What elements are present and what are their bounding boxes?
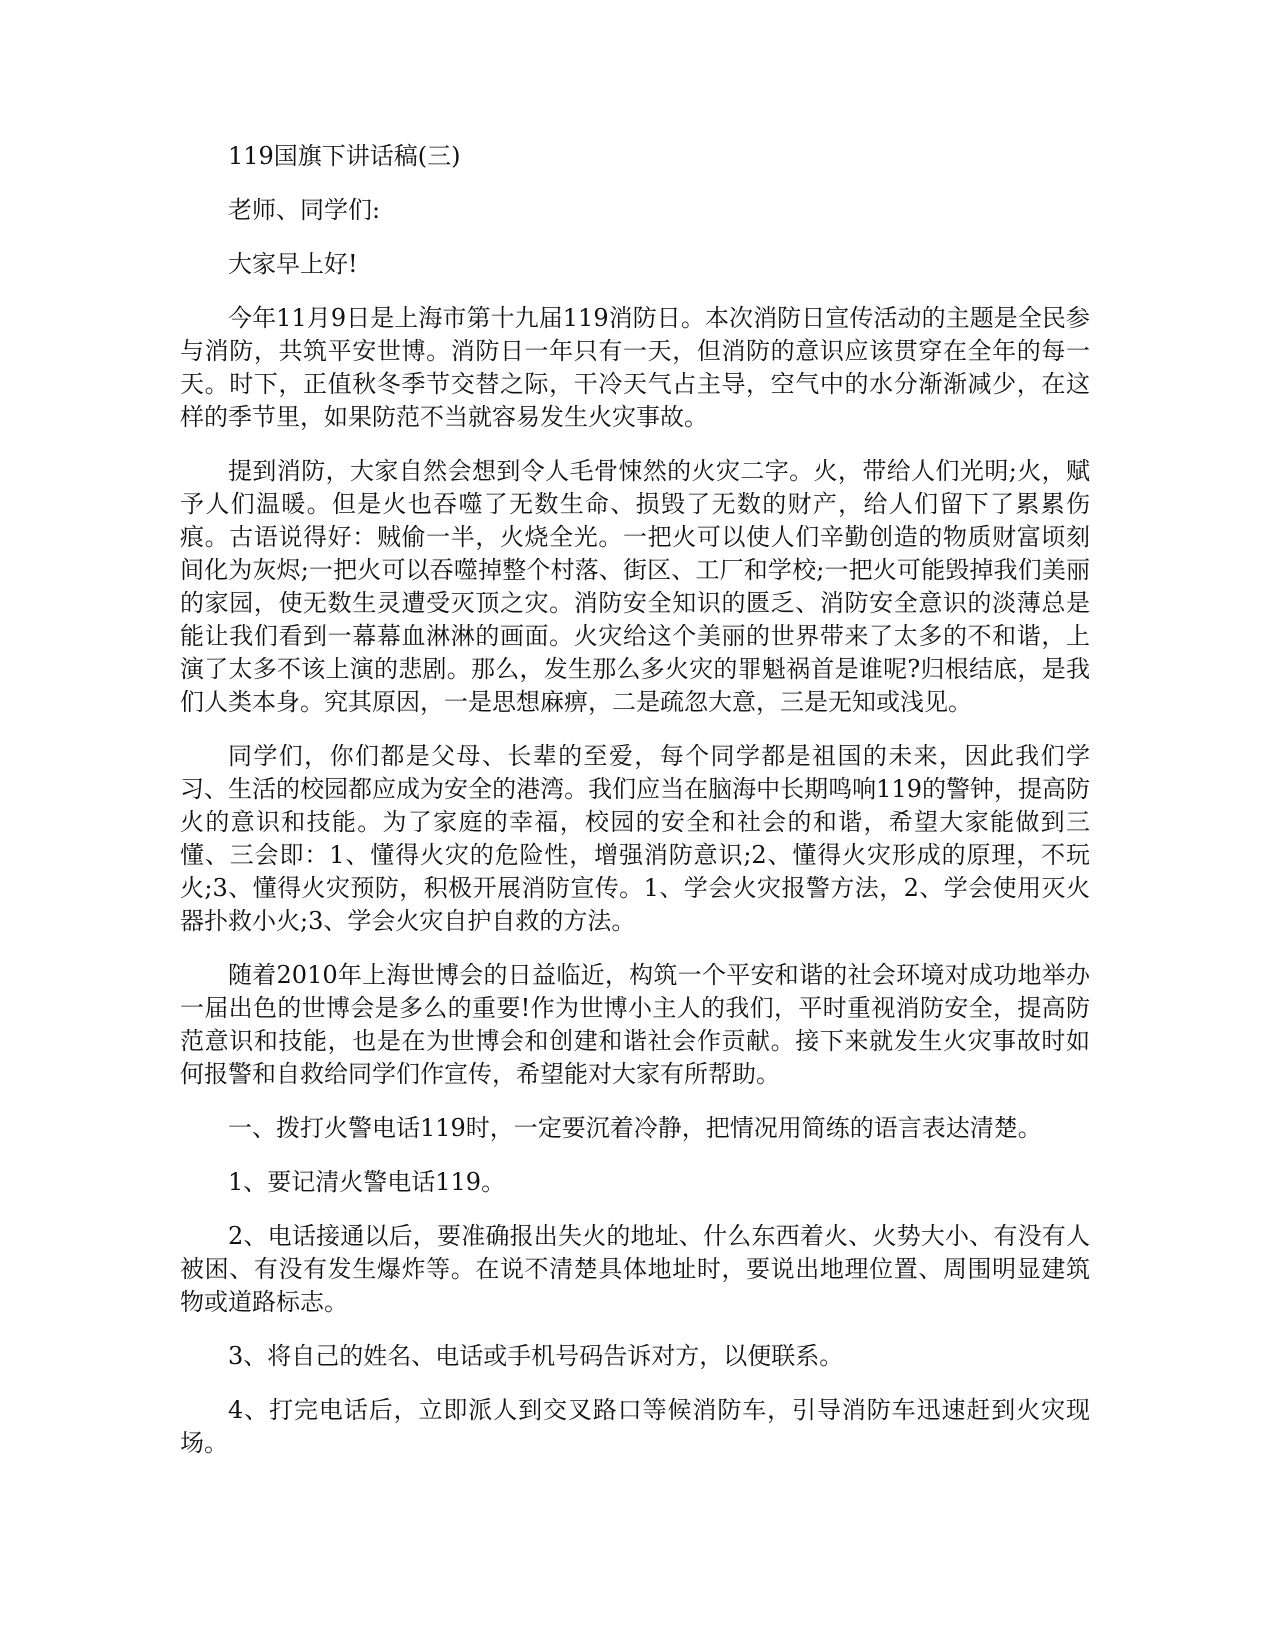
paragraph-fire-day-theme: 今年11月9日是上海市第十九届119消防日。本次消防日宣传活动的主题是全民参与消防，共筑平安世博。消防日一年只有一天，但消防的意识应该贯穿在全年的每一天。时下，正值秋冬季节交替之际，干冷天气占主导，空气中的水分渐渐减少，在这样的季节里，如果防范不当就容易发生火灾事故。 — [180, 304, 1090, 431]
document-page — [180, 140, 1090, 1481]
list-item-4: 4、打完电话后，立即派人到交叉路口等候消防车，引导消防车迅速赶到火灾现场。 — [180, 1396, 1090, 1457]
paragraph-fire-dangers: 提到消防，大家自然会想到令人毛骨悚然的火灾二字。火，带给人们光明;火，赋予人们温暖。但是火也吞噬了无数生命、损毁了无数的财产，给人们留下了累累伤痕。古语说得好：贼偷一半，火烧全光。一把火可以使人们辛勤创造的物质财富顷刻间化为灰烬;一把火可以吞噬掉整个村落、街区、工厂和学校;一把火可能毁掉我们美丽的家园，使无数生灵遭受灭顶之灾。消防安全知识的匮乏、消防安全意识的淡薄总是能让我们看到一幕幕血淋淋的画面。火灾给这个美丽的世界带来了太多的不和谐，上演了太多不该上演的悲剧。那么，发生那么多火灾的罪魁祸首是谁呢?归根结底，是我们人类本身。究其原因，一是思想麻痹，二是疏忽大意，三是无知或浅见。 — [180, 457, 1090, 716]
paragraph-expo-safety: 随着2010年上海世博会的日益临近，构筑一个平安和谐的社会环境对成功地举办一届出色的世博会是多么的重要!作为世博小主人的我们，平时重视消防安全，提高防范意识和技能，也是在为世博会和创建和谐社会作贡献。接下来就发生火灾事故时如何报警和自救给同学们作宣传，希望能对大家有所帮助。 — [180, 961, 1090, 1088]
list-item-3: 3、将自己的姓名、电话或手机号码告诉对方，以便联系。 — [228, 1342, 844, 1370]
section-heading-fire-call: 一、拨打火警电话119时，一定要沉着冷静，把情况用简练的语言表达清楚。 — [228, 1114, 1042, 1142]
list-item-1: 1、要记清火警电话119。 — [228, 1168, 506, 1196]
paragraph-student-safety: 同学们，你们都是父母、长辈的至爱，每个同学都是祖国的未来，因此我们学习、生活的校园都应成为安全的港湾。我们应当在脑海中长期鸣响119的警钟，提高防火的意识和技能。为了家庭的幸福，校园的安全和社会的和谐，希望大家能做到三懂、三会即：1、懂得火灾的危险性，增强消防意识;2、懂得火灾形成的原理，不玩火;3、懂得火灾预防，积极开展消防宣传。1、学会火灾报警方法，2、学会使用灭火器扑救小火;3、学会火灾自护自救的方法。 — [180, 742, 1090, 935]
greeting: 大家早上好! — [228, 250, 358, 278]
document-title: 119国旗下讲话稿(三) — [228, 142, 461, 170]
list-item-2: 2、电话接通以后，要准确报出失火的地址、什么东西着火、火势大小、有没有人被困、有没有发生爆炸等。在说不清楚具体地址时，要说出地理位置、周围明显建筑物或道路标志。 — [180, 1222, 1090, 1316]
salutation: 老师、同学们: — [228, 196, 381, 224]
